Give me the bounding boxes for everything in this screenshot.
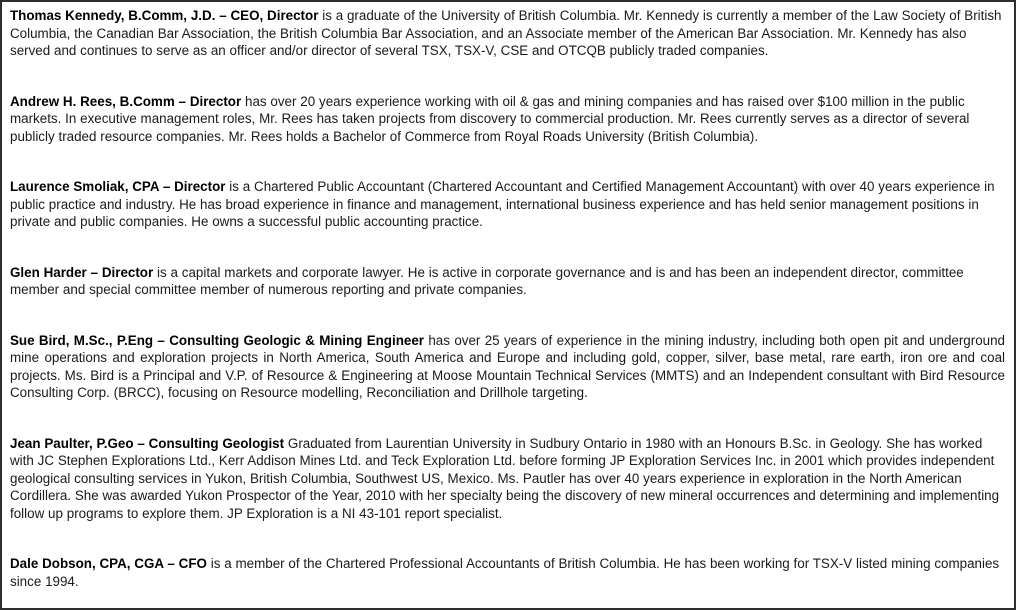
bio-body: has over 25 years of experience in the mining industry, including both open pit and underground mine operations and exploration projects in North America, South America and Europe and including gold, copper, silver, base metal, rare earth, iron ore and coal projects. Ms. Bird is a Principal and V.P. of Resource & Engineering at Moose Mountain Technical Services (MMTS) and an Independent consultant with Bird Resource Consulting Corp. (BRCC), focusing on Resource modelling, Reconciliation and Drillhole targeting. bbox=[10, 332, 1005, 400]
bio-paragraph-glen-harder bbox=[10, 264, 1005, 299]
bio-body: is a member of the Chartered Professional Accountants of British Columbia. He has been working for TSX-V listed mining companies since 1994. bbox=[10, 556, 1000, 589]
bio-body: is a capital markets and corporate lawyer. He is active in corporate governance and is and has been an independent director, committee member and special committee member of numerous reporting and private companies. bbox=[10, 264, 964, 297]
bio-body: Graduated from Laurentian University in Sudbury Ontario in 1980 with an Honours B.Sc. in Geology. She has worked with JC Stephen Explorations Ltd., Kerr Addison Mines Ltd. and Teck Exploration Ltd. before forming JP Exploration Services Inc. in 2001 which provides independent geological consulting services in Yukon, British Columbia, Southwest US, Mexico. Ms. Pautler has over 40 years experience in exploration in the North American Cordillera. She was awarded Yukon Prospector of the Year, 2010 with her specialty being the discovery of new mineral occurrences and determining and implementing follow up programs to explore them. JP Exploration is a NI 43-101 report specialist. bbox=[10, 435, 1000, 521]
bio-name-title: Laurence Smoliak, CPA – Director bbox=[10, 179, 226, 194]
bio-paragraph-andrew-rees bbox=[10, 93, 1005, 146]
bio-paragraph-thomas-kennedy bbox=[10, 7, 1005, 60]
bio-name-title: Jean Paulter, P.Geo – Consulting Geologist bbox=[10, 435, 285, 451]
bio-name-title: Glen Harder – Director bbox=[10, 264, 154, 280]
bio-paragraph-dale-dobson bbox=[10, 555, 1005, 590]
bio-name-title: Dale Dobson, CPA, CGA – CFO bbox=[10, 556, 207, 571]
bio-name-title: Sue Bird, M.Sc., P.Eng – Consulting Geologic & Mining Engineer bbox=[10, 332, 424, 348]
bio-name-title: Andrew H. Rees, B.Comm – Director bbox=[10, 93, 242, 109]
bio-name-title: Thomas Kennedy, B.Comm, J.D. – CEO, Director bbox=[10, 8, 319, 23]
bio-body: is a graduate of the University of British Columbia. Mr. Kennedy is currently a member of the Law Society of British Columbia, the Canadian Bar Association, the British Columbia Bar Association, and an Associate member of the American Bar Association. Mr. Kennedy has also served and continues to serve as an officer and/or director of several TSX, TSX-V, CSE and OTCQB publicly traded companies. bbox=[10, 8, 1002, 58]
bio-paragraph-sue-bird bbox=[10, 332, 1005, 402]
bio-body: has over 20 years experience working with oil & gas and mining companies and has raised over $100 million in the public markets. In executive management roles, Mr. Rees has taken projects from discovery to commercial production. Mr. Rees currently serves as a director of several publicly traded resource companies. Mr. Rees holds a Bachelor of Commerce from Royal Roads University (British Columbia). bbox=[10, 93, 970, 144]
bio-body: is a Chartered Public Accountant (Chartered Accountant and Certified Management Accountant) with over 40 years experience in public practice and industry. He has broad experience in finance and management, international business experience and has held senior management positions in private and public companies. He owns a successful public accounting practice. bbox=[10, 179, 995, 229]
bio-paragraph-laurence-smoliak bbox=[10, 178, 1005, 231]
bio-paragraph-jean-paulter bbox=[10, 435, 1005, 523]
